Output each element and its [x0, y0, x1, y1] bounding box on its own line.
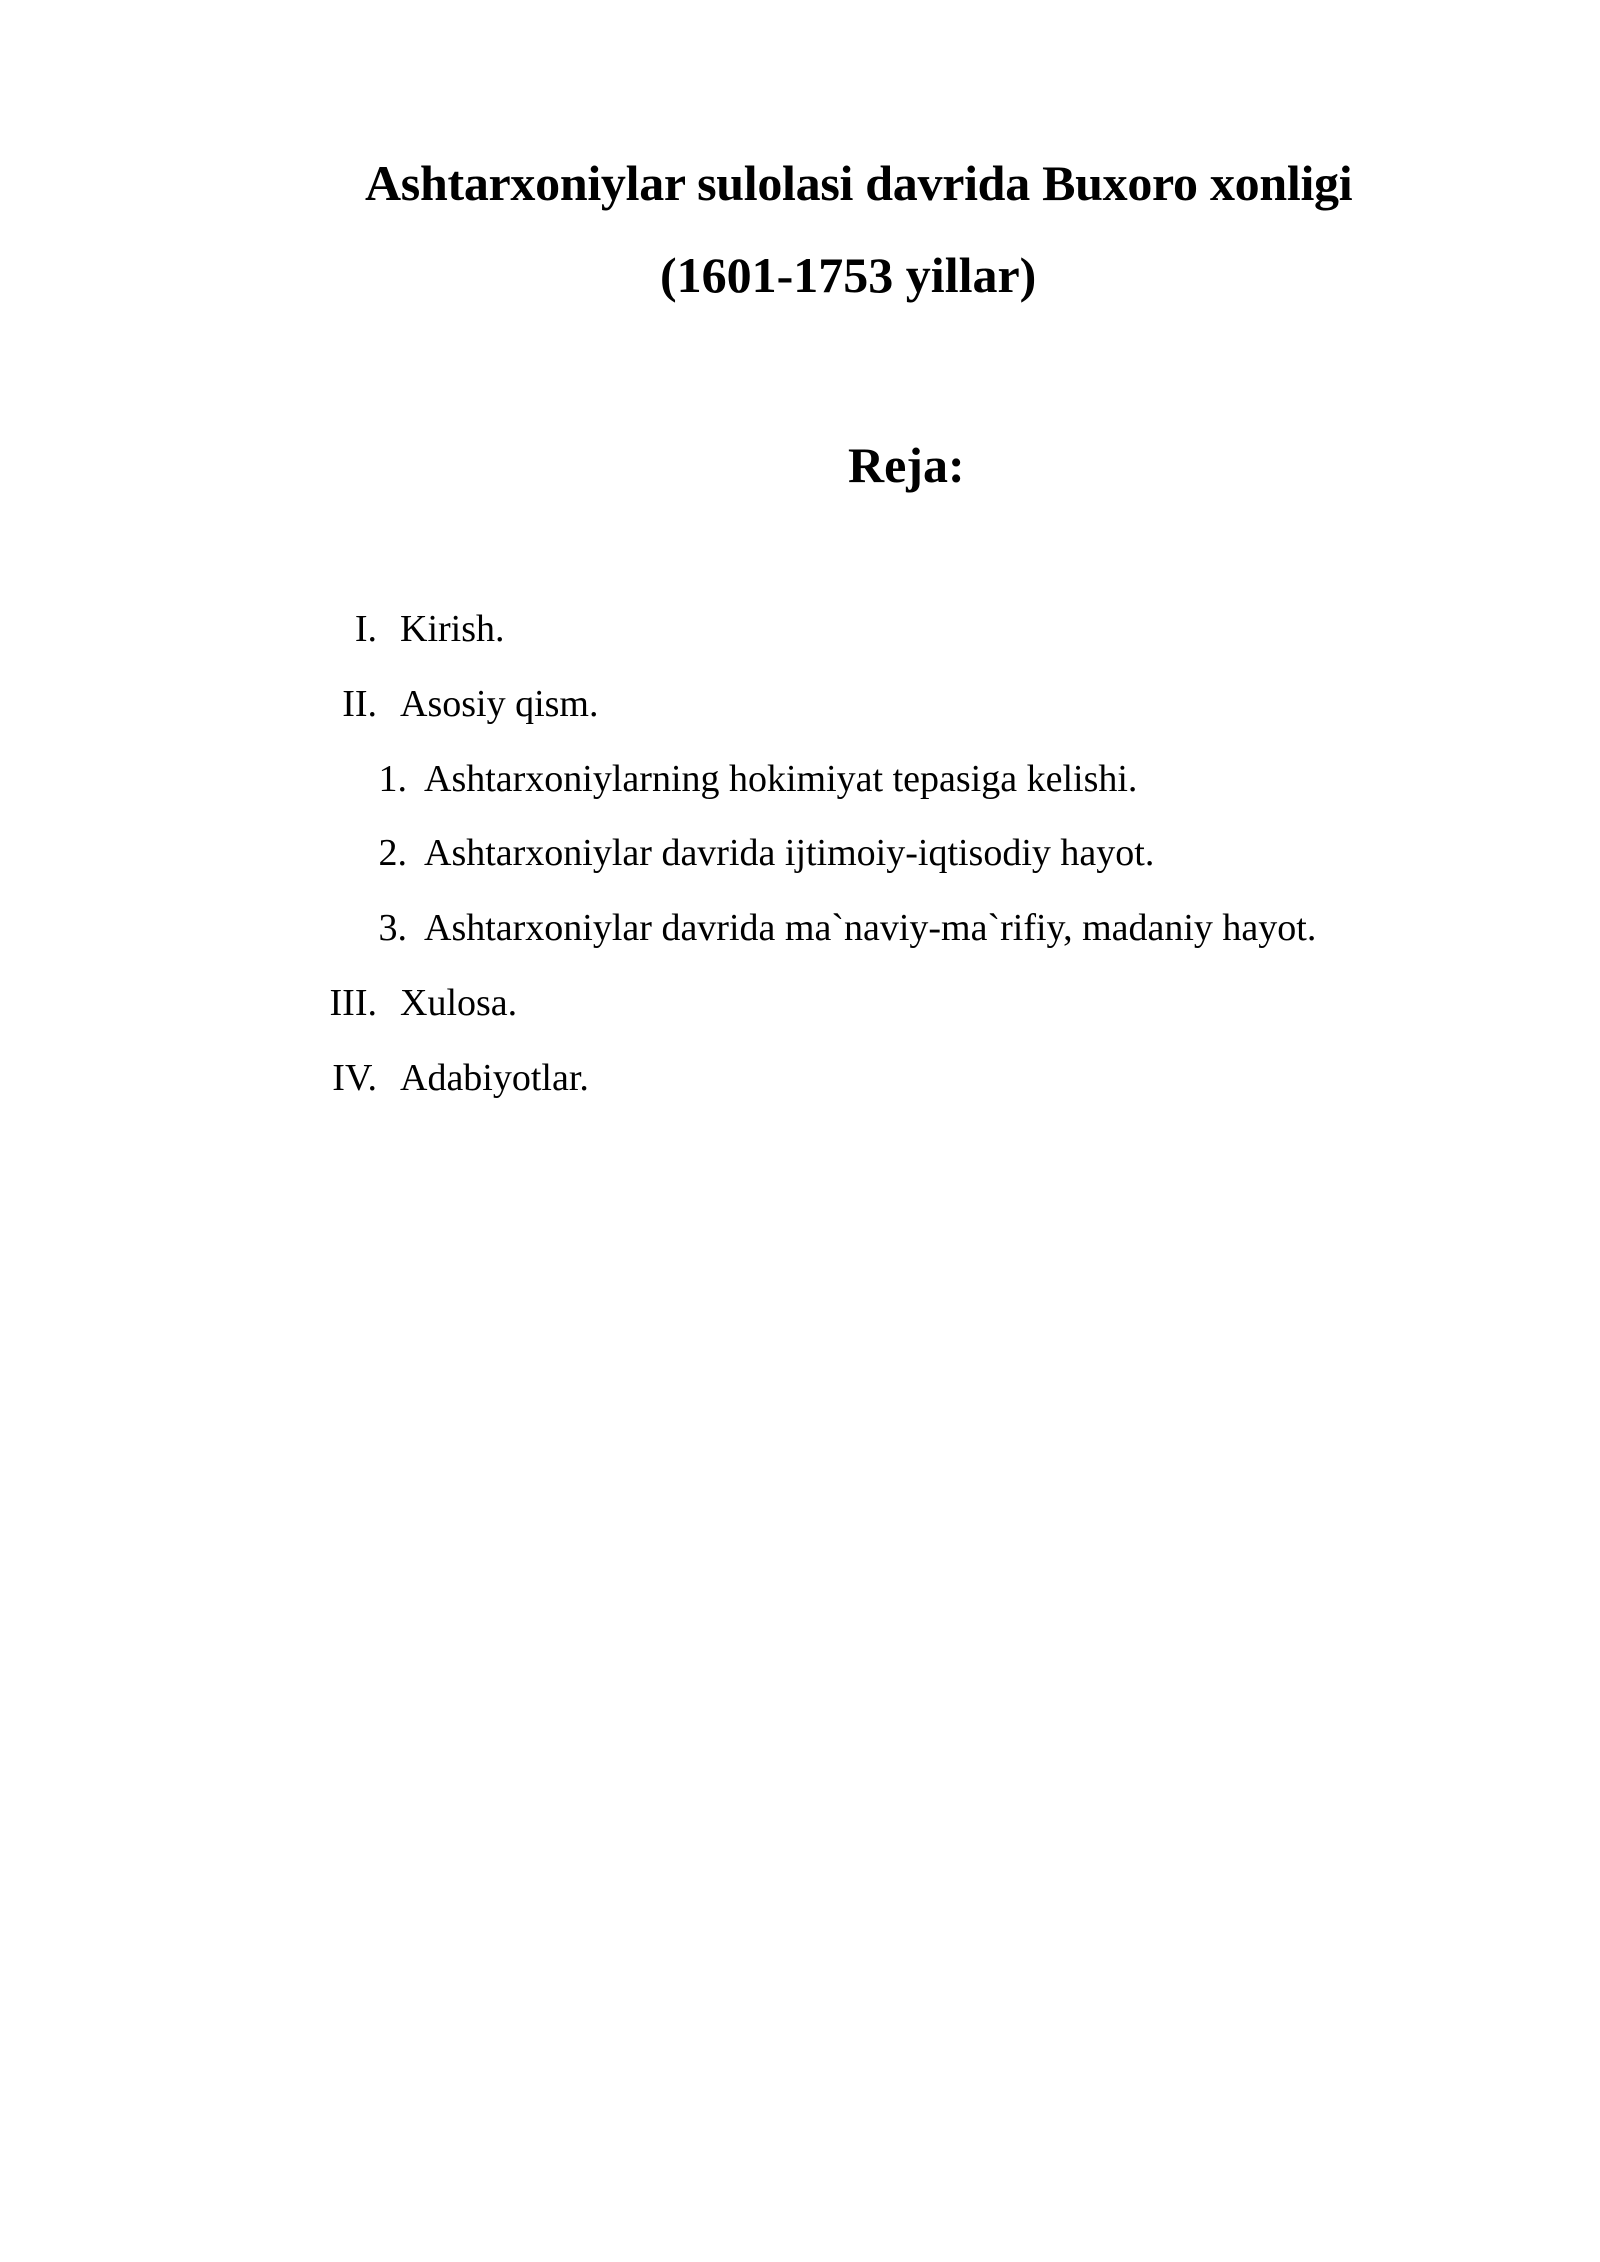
list-item-text: Ashtarxoniylar davrida ma`naviy-ma`rifiy, madaniy hayot.	[424, 907, 1317, 949]
list-item-text: Asosiy qism.	[400, 683, 599, 725]
list-marker: 1.	[378, 758, 407, 800]
list-marker: 3.	[378, 907, 407, 949]
list-marker: IV.	[332, 1057, 377, 1099]
list-marker: 2.	[378, 832, 407, 874]
plan-heading: Reja:	[848, 437, 965, 493]
document-title-line-1: Ashtarxoniylar sulolasi davrida Buxoro xonligi	[365, 155, 1353, 211]
list-item-text: Kirish.	[400, 608, 505, 650]
list-marker: III.	[329, 982, 377, 1024]
document-title-line-2: (1601-1753 yillar)	[660, 247, 1037, 303]
list-item-text: Ashtarxoniylar davrida ijtimoiy-iqtisodiy hayot.	[424, 832, 1155, 874]
list-marker: II.	[342, 683, 377, 725]
list-item-text: Adabiyotlar.	[400, 1057, 589, 1099]
list-item-text: Xulosa.	[400, 982, 518, 1024]
list-marker: I.	[354, 608, 377, 650]
list-item-text: Ashtarxoniylarning hokimiyat tepasiga kelishi.	[424, 758, 1138, 800]
